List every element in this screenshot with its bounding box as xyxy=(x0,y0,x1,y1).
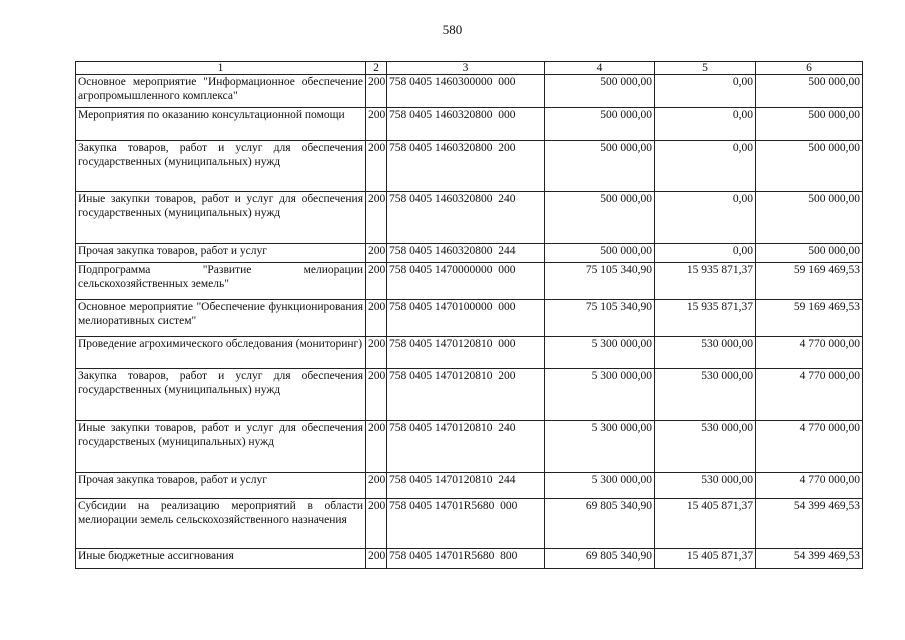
row-col5-value: 0,00 xyxy=(655,141,756,192)
row-budget-code: 758 0405 1470100000 000 xyxy=(387,300,545,337)
table-row xyxy=(76,244,863,263)
column-header-5: 5 xyxy=(655,62,756,75)
row-col4-value: 500 000,00 xyxy=(545,192,655,244)
row-admin-code: 200 xyxy=(366,75,387,108)
row-admin-code: 200 xyxy=(366,300,387,337)
row-admin-code: 200 xyxy=(366,421,387,473)
row-col6-value: 500 000,00 xyxy=(756,192,863,244)
row-admin-code: 200 xyxy=(366,263,387,300)
table-row xyxy=(76,549,863,569)
row-name: Иные закупки товаров, работ и услуг для обеспечения государственых (муниципальных) нужд xyxy=(76,421,366,473)
row-col4-value: 5 300 000,00 xyxy=(545,473,655,499)
row-col4-value: 69 805 340,90 xyxy=(545,549,655,569)
row-col4-value: 500 000,00 xyxy=(545,75,655,108)
row-budget-code: 758 0405 1460320800 200 xyxy=(387,141,545,192)
table-row xyxy=(76,369,863,421)
table-row xyxy=(76,141,863,192)
row-col5-value: 0,00 xyxy=(655,75,756,108)
row-name: Проведение агрохимического обследования (мониторинг) xyxy=(76,337,366,369)
row-col6-value: 59 169 469,53 xyxy=(756,263,863,300)
row-budget-code: 758 0405 1460320800 244 xyxy=(387,244,545,263)
table-row xyxy=(76,192,863,244)
row-col5-value: 15 935 871,37 xyxy=(655,263,756,300)
row-col4-value: 75 105 340,90 xyxy=(545,300,655,337)
row-admin-code: 200 xyxy=(366,369,387,421)
column-header-2: 2 xyxy=(366,62,387,75)
row-col6-value: 59 169 469,53 xyxy=(756,300,863,337)
table-row xyxy=(76,108,863,141)
row-col5-value: 15 405 871,37 xyxy=(655,499,756,549)
table-row xyxy=(76,473,863,499)
row-col6-value: 500 000,00 xyxy=(756,75,863,108)
row-col6-value: 4 770 000,00 xyxy=(756,369,863,421)
row-name: Основное мероприятие "Обеспечение функционирования мелиоративных систем" xyxy=(76,300,366,337)
row-budget-code: 758 0405 1460300000 000 xyxy=(387,75,545,108)
row-col4-value: 500 000,00 xyxy=(545,141,655,192)
row-col5-value: 15 935 871,37 xyxy=(655,300,756,337)
row-name: Подпрограмма "Развитие мелиорации сельскохозяйственных земель" xyxy=(76,263,366,300)
column-header-1: 1 xyxy=(76,62,366,75)
row-admin-code: 200 xyxy=(366,549,387,569)
row-col5-value: 530 000,00 xyxy=(655,337,756,369)
row-name: Иные закупки товаров, работ и услуг для обеспечения государственных (муниципальных) нужд xyxy=(76,192,366,244)
row-col5-value: 0,00 xyxy=(655,192,756,244)
table-row xyxy=(76,75,863,108)
table-row xyxy=(76,263,863,300)
row-name: Иные бюджетные ассигнования xyxy=(76,549,366,569)
row-col6-value: 54 399 469,53 xyxy=(756,549,863,569)
row-col4-value: 75 105 340,90 xyxy=(545,263,655,300)
row-budget-code: 758 0405 1460320800 000 xyxy=(387,108,545,141)
row-admin-code: 200 xyxy=(366,244,387,263)
row-col5-value: 15 405 871,37 xyxy=(655,549,756,569)
row-admin-code: 200 xyxy=(366,337,387,369)
row-budget-code: 758 0405 1470000000 000 xyxy=(387,263,545,300)
row-name: Основное мероприятие "Информационное обеспечение агропромышленного комплекса" xyxy=(76,75,366,108)
header-row xyxy=(76,62,863,75)
row-budget-code: 758 0405 1470120810 200 xyxy=(387,369,545,421)
budget-table xyxy=(75,61,863,569)
table-row xyxy=(76,499,863,549)
row-col4-value: 69 805 340,90 xyxy=(545,499,655,549)
row-budget-code: 758 0405 1470120810 000 xyxy=(387,337,545,369)
row-col5-value: 530 000,00 xyxy=(655,421,756,473)
row-budget-code: 758 0405 1470120810 240 xyxy=(387,421,545,473)
row-col6-value: 54 399 469,53 xyxy=(756,499,863,549)
row-col6-value: 4 770 000,00 xyxy=(756,337,863,369)
row-col4-value: 5 300 000,00 xyxy=(545,421,655,473)
row-col4-value: 500 000,00 xyxy=(545,244,655,263)
row-name: Мероприятия по оказанию консультационной помощи xyxy=(76,108,366,141)
row-name: Прочая закупка товаров, работ и услуг xyxy=(76,473,366,499)
table-row xyxy=(76,337,863,369)
row-col4-value: 5 300 000,00 xyxy=(545,369,655,421)
row-col5-value: 530 000,00 xyxy=(655,473,756,499)
row-admin-code: 200 xyxy=(366,499,387,549)
page-number: 580 xyxy=(442,22,463,37)
row-col4-value: 500 000,00 xyxy=(545,108,655,141)
row-admin-code: 200 xyxy=(366,108,387,141)
row-name: Закупка товаров, работ и услуг для обеспечения государственных (муниципальных) нужд xyxy=(76,141,366,192)
table-row xyxy=(76,300,863,337)
row-budget-code: 758 0405 14701R5680 000 xyxy=(387,499,545,549)
row-col6-value: 4 770 000,00 xyxy=(756,421,863,473)
row-name: Субсидии на реализацию мероприятий в области мелиорации земель сельскохозяйственного назначения xyxy=(76,499,366,549)
row-budget-code: 758 0405 14701R5680 800 xyxy=(387,549,545,569)
column-header-3: 3 xyxy=(387,62,545,75)
row-col5-value: 530 000,00 xyxy=(655,369,756,421)
row-admin-code: 200 xyxy=(366,473,387,499)
column-header-6: 6 xyxy=(756,62,863,75)
row-col5-value: 0,00 xyxy=(655,108,756,141)
row-name: Прочая закупка товаров, работ и услуг xyxy=(76,244,366,263)
row-col5-value: 0,00 xyxy=(655,244,756,263)
row-col6-value: 4 770 000,00 xyxy=(756,473,863,499)
row-name: Закупка товаров, работ и услуг для обеспечения государственных (муниципальных) нужд xyxy=(76,369,366,421)
row-admin-code: 200 xyxy=(366,141,387,192)
column-header-4: 4 xyxy=(545,62,655,75)
row-admin-code: 200 xyxy=(366,192,387,244)
row-budget-code: 758 0405 1460320800 240 xyxy=(387,192,545,244)
row-col6-value: 500 000,00 xyxy=(756,108,863,141)
row-budget-code: 758 0405 1470120810 244 xyxy=(387,473,545,499)
table-row xyxy=(76,421,863,473)
row-col6-value: 500 000,00 xyxy=(756,141,863,192)
row-col4-value: 5 300 000,00 xyxy=(545,337,655,369)
row-col6-value: 500 000,00 xyxy=(756,244,863,263)
